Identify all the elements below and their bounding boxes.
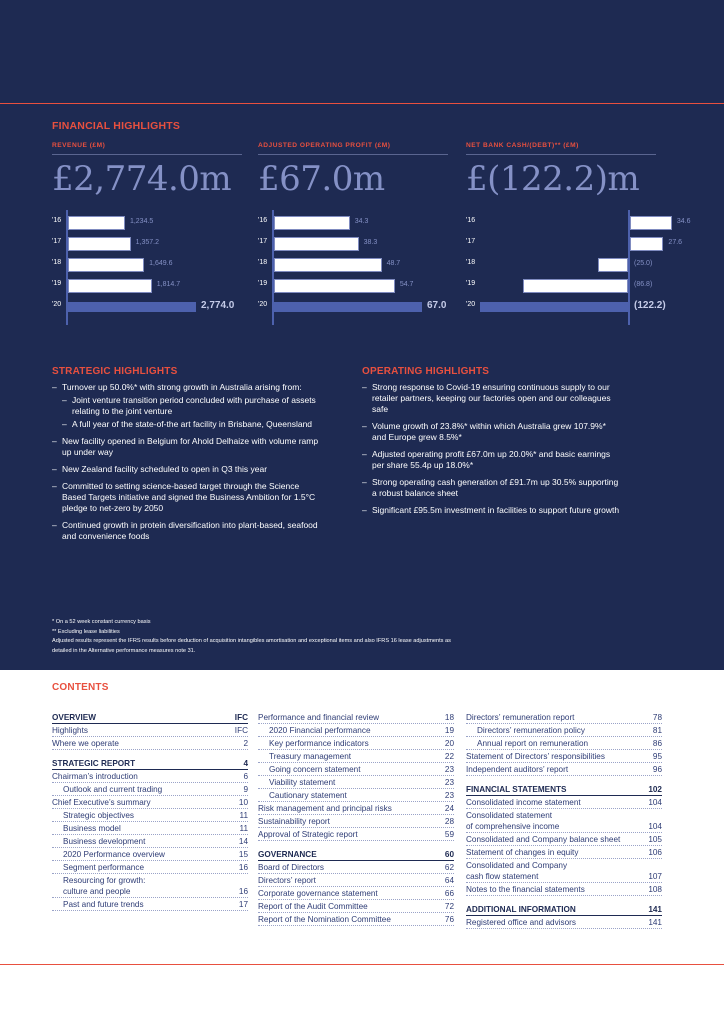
chart-bar [68, 237, 131, 251]
chart-row [466, 216, 691, 230]
toc-label: Where we operate [52, 739, 119, 748]
toc-label: Cautionary statement [269, 791, 347, 800]
chart-row [258, 237, 458, 251]
toc-page: 23 [444, 778, 454, 787]
toc-label: FINANCIAL STATEMENTS [466, 785, 567, 794]
toc-label: Consolidated income statement [466, 798, 581, 807]
toc-page: 60 [444, 850, 454, 859]
toc-label: Past and future trends [63, 900, 144, 909]
chart-row [52, 258, 252, 272]
toc-page: 28 [444, 817, 454, 826]
chart-year-label: '19 [52, 280, 62, 287]
toc-page: 95 [652, 752, 662, 761]
chart-year-label: '20 [466, 301, 476, 308]
footnotes [52, 618, 472, 656]
toc-label: Approval of Strategic report [258, 830, 358, 839]
toc-page: 15 [238, 850, 248, 859]
toc-label: Annual report on remuneration [477, 739, 589, 748]
toc-entry[interactable] [258, 750, 454, 763]
chart-row [52, 237, 252, 251]
toc-label: Report of the Audit Committee [258, 902, 368, 911]
toc-page: 72 [444, 902, 454, 911]
chart-bar [274, 258, 382, 272]
toc-label: Independent auditors’ report [466, 765, 569, 774]
toc-page: 17 [238, 900, 248, 909]
toc-label: 2020 Financial performance [269, 726, 371, 735]
toc-page: 64 [444, 876, 454, 885]
chart-year-label: '16 [52, 217, 62, 224]
toc-page: 22 [444, 752, 454, 761]
toc-entry[interactable] [258, 900, 454, 913]
toc-entry[interactable] [466, 859, 662, 883]
toc-label-line: Consolidated and Company [466, 861, 568, 870]
toc-entry[interactable] [52, 783, 248, 796]
toc-entry[interactable] [466, 737, 662, 750]
toc-entry[interactable] [258, 874, 454, 887]
chart-value-label: 54.7 [399, 281, 414, 288]
chart-bar [480, 302, 628, 312]
toc-page: 4 [243, 759, 248, 768]
kpi-net-cash-label: NET BANK CASH/(DEBT)** (£M) [466, 142, 656, 155]
toc-entry[interactable] [258, 724, 454, 737]
toc-entry[interactable] [466, 796, 662, 809]
chart-year-label: '20 [52, 301, 62, 308]
chart-row [258, 216, 458, 230]
chart-value-label: 48.7 [386, 260, 401, 267]
toc-entry[interactable] [52, 848, 248, 861]
chart-value-label: (86.8) [634, 281, 653, 288]
toc-entry[interactable] [466, 724, 662, 737]
chart-row [258, 300, 458, 314]
toc-entry[interactable] [258, 828, 454, 841]
toc-page: 23 [444, 791, 454, 800]
footnote-currency: * On a 52 week constant currency basis [52, 619, 151, 625]
list-item: – Turnover up 50.0%* with strong growth in Australia arising from: [52, 382, 320, 393]
toc-label: Outlook and current trading [63, 785, 163, 794]
chart-year-label: '18 [52, 259, 62, 266]
toc-label: Directors’ report [258, 876, 316, 885]
toc-entry[interactable] [466, 846, 662, 859]
bottom-divider [0, 964, 724, 965]
toc-label: ADDITIONAL INFORMATION [466, 905, 576, 914]
contents-column-3 [466, 711, 662, 929]
list-item: – New facility opened in Belgium for Ahold Delhaize with volume ramp up under way [52, 436, 320, 458]
toc-page: 6 [243, 772, 248, 781]
toc-label-line: Consolidated statement [466, 811, 553, 820]
chart-row [466, 279, 666, 293]
toc-label: Directors’ remuneration policy [477, 726, 585, 735]
toc-label: Going concern statement [269, 765, 361, 774]
toc-entry[interactable] [52, 861, 248, 874]
chart-row [52, 216, 252, 230]
toc-entry[interactable] [52, 724, 248, 737]
chart-bar [68, 302, 196, 312]
chart-year-label: '20 [258, 301, 268, 308]
chart-value-label: 2,774.0 [201, 300, 235, 311]
toc-label: Report of the Nomination Committee [258, 915, 391, 924]
toc-label: Performance and financial review [258, 713, 380, 722]
toc-label: GOVERNANCE [258, 850, 317, 859]
operating-highlights-heading: OPERATING HIGHLIGHTS [362, 366, 490, 377]
toc-label: Treasury management [269, 752, 352, 761]
toc-entry[interactable] [52, 796, 248, 809]
chart-bar [523, 279, 628, 293]
toc-page: 81 [652, 726, 662, 735]
toc-label: Viability statement [269, 778, 336, 787]
contents-column-2 [258, 711, 454, 926]
chart-value-label: (122.2) [634, 300, 666, 311]
toc-entry[interactable] [52, 835, 248, 848]
chart-row [258, 258, 458, 272]
chart-bar [68, 258, 144, 272]
kpi-revenue-value: £2,774.0m [52, 159, 232, 199]
toc-page: 104 [648, 822, 662, 831]
chart-year-label: '17 [52, 238, 62, 245]
toc-entry[interactable] [258, 802, 454, 815]
list-item: – Adjusted operating profit £67.0m up 20.0%* and basic earnings per share 55.4p up 18.0%* [362, 449, 620, 471]
chart-year-label: '17 [466, 238, 476, 245]
footnote-lease: ** Excluding lease liabilities [52, 628, 120, 635]
toc-page: 105 [648, 835, 662, 844]
chart-value-label: 34.6 [676, 218, 691, 225]
toc-entry[interactable] [466, 883, 662, 896]
chart-bar [274, 302, 422, 312]
chart-value-label: 1,814.7 [156, 281, 181, 288]
list-item: – Committed to setting science-based target through the Science Based Targets initiative and signed the Business Ambition for 1.5°C pledge to net-zero by 2050 [52, 481, 320, 514]
kpi-operating-profit-label: ADJUSTED OPERATING PROFIT (£M) [258, 142, 448, 155]
chart-row [52, 300, 252, 314]
toc-page: 14 [238, 837, 248, 846]
toc-entry[interactable] [258, 711, 454, 724]
contents-heading: CONTENTS [52, 682, 109, 693]
kpi-net-cash [466, 142, 666, 199]
toc-section[interactable] [52, 711, 248, 724]
toc-page: 106 [648, 848, 662, 857]
chart-bar [274, 216, 350, 230]
toc-entry[interactable] [258, 861, 454, 874]
toc-entry[interactable] [466, 809, 662, 833]
chart-year-label: '16 [466, 217, 476, 224]
toc-label: Statement of changes in equity [466, 848, 579, 857]
toc-label: STRATEGIC REPORT [52, 759, 136, 768]
toc-entry[interactable] [52, 822, 248, 835]
toc-page: 104 [648, 798, 662, 807]
toc-page: 16 [238, 887, 248, 896]
chart-bar [68, 279, 152, 293]
chart-value-label: 34.3 [354, 218, 369, 225]
chart-row [466, 258, 666, 272]
chart-value-label: 67.0 [427, 300, 447, 311]
toc-page: 20 [444, 739, 454, 748]
toc-label: Consolidated and Company balance sheet [466, 835, 621, 844]
toc-entry[interactable] [258, 776, 454, 789]
toc-label: Directors’ remuneration report [466, 713, 575, 722]
chart-year-label: '17 [258, 238, 268, 245]
toc-page: IFC [234, 726, 248, 735]
top-divider [0, 103, 724, 104]
toc-label: Statement of Directors’ responsibilities [466, 752, 605, 761]
toc-label: Corporate governance statement [258, 889, 378, 898]
footnote-adjusted: Adjusted results represent the IFRS results before deduction of acquisition intangibles amortisation and exceptional items and also IFRS 16 lease adjustments as detailed in the Alternative performance measures note 31. [52, 638, 451, 654]
toc-page: 66 [444, 889, 454, 898]
kpi-revenue-label: REVENUE (£M) [52, 142, 242, 155]
toc-label: Risk management and principal risks [258, 804, 392, 813]
list-item: – Joint venture transition period concluded with purchase of assets relating to the joint venture [52, 395, 320, 417]
kpi-operating-profit [258, 142, 458, 199]
toc-label [466, 860, 567, 882]
financial-highlights-heading: FINANCIAL HIGHLIGHTS [52, 120, 181, 132]
toc-page: 76 [444, 915, 454, 924]
chart-year-label: '19 [466, 280, 476, 287]
chart-row [258, 279, 458, 293]
toc-label-line: Resourcing for growth: [63, 876, 146, 885]
chart-bar [598, 258, 628, 272]
toc-label: Board of Directors [258, 863, 324, 872]
toc-entry[interactable] [466, 916, 662, 929]
toc-page: 16 [238, 863, 248, 872]
toc-page: 108 [648, 885, 662, 894]
toc-entry[interactable] [258, 887, 454, 900]
list-item: – A full year of the state-of-the art facility in Brisbane, Queensland [52, 419, 320, 430]
toc-page: 10 [238, 798, 248, 807]
toc-entry[interactable] [52, 874, 248, 898]
toc-page: 107 [648, 872, 662, 881]
chart-bar [630, 237, 663, 251]
toc-label-line: cash flow statement [466, 872, 539, 881]
list-item: – Strong response to Covid-19 ensuring continuous supply to our retailer partners, keeping our factories open and our colleagues safe [362, 382, 620, 415]
toc-page: 78 [652, 713, 662, 722]
toc-entry[interactable] [466, 750, 662, 763]
toc-label-line: of comprehensive income [466, 822, 560, 831]
kpi-net-cash-value: £(122.2)m [466, 159, 640, 199]
chart-value-label: 38.3 [363, 239, 378, 246]
toc-entry[interactable] [258, 737, 454, 750]
chart-year-label: '16 [258, 217, 268, 224]
toc-label: OVERVIEW [52, 713, 96, 722]
toc-page: 24 [444, 804, 454, 813]
toc-page: 62 [444, 863, 454, 872]
toc-label: Chief Executive’s summary [52, 798, 151, 807]
toc-entry[interactable] [52, 770, 248, 783]
toc-section[interactable] [466, 783, 662, 796]
chart-value-label: 1,357.2 [135, 239, 159, 246]
toc-label: Sustainability report [258, 817, 330, 826]
toc-page: 11 [239, 811, 248, 820]
toc-label-line: culture and people [63, 887, 131, 896]
toc-section[interactable] [466, 903, 662, 916]
toc-label: Notes to the financial statements [466, 885, 585, 894]
toc-page: IFC [234, 713, 248, 722]
toc-entry[interactable] [466, 833, 662, 846]
list-item: – Continued growth in protein diversification into plant-based, seafood and convenience foods [52, 520, 320, 542]
list-item: – Significant £95.5m investment in facilities to support future growth [362, 505, 620, 516]
toc-label: Key performance indicators [269, 739, 369, 748]
operating-highlights-list [362, 382, 620, 522]
toc-entry[interactable] [466, 763, 662, 776]
toc-label: Business development [63, 837, 146, 846]
toc-page: 18 [444, 713, 454, 722]
list-item: – Strong operating cash generation of £91.7m up 30.5% supporting a robust balance sheet [362, 477, 620, 499]
chart-value-label: (25.0) [634, 260, 653, 267]
toc-label: Registered office and advisors [466, 918, 576, 927]
toc-entry[interactable] [258, 913, 454, 926]
chart-year-label: '19 [258, 280, 268, 287]
list-item: – New Zealand facility scheduled to open in Q3 this year [52, 464, 320, 475]
chart-bar [630, 216, 672, 230]
toc-page: 86 [652, 739, 662, 748]
toc-label: Business model [63, 824, 121, 833]
toc-page: 11 [239, 824, 248, 833]
chart-bar [68, 216, 125, 230]
toc-page: 23 [444, 765, 454, 774]
toc-page: 141 [648, 918, 662, 927]
strategic-highlights-heading: STRATEGIC HIGHLIGHTS [52, 366, 178, 377]
toc-page: 9 [243, 785, 248, 794]
chart-year-label: '18 [258, 259, 268, 266]
toc-page: 2 [243, 739, 248, 748]
toc-label [52, 875, 145, 897]
strategic-highlights-list [52, 382, 320, 548]
toc-label: Chairman’s introduction [52, 772, 138, 781]
toc-label [466, 810, 559, 832]
chart-row [466, 300, 666, 314]
list-item: – Volume growth of 23.8%* within which Australia grew 107.9%* and Europe grew 8.5%* [362, 421, 620, 443]
chart-row [466, 237, 683, 251]
toc-page: 19 [444, 726, 454, 735]
chart-value-label: 27.6 [668, 239, 683, 246]
chart-row [52, 279, 252, 293]
chart-value-label: 1,649.6 [149, 260, 173, 267]
toc-label: 2020 Performance overview [63, 850, 165, 859]
chart-bar [274, 237, 359, 251]
toc-label: Highlights [52, 726, 88, 735]
toc-entry[interactable] [52, 737, 248, 750]
contents-column-1 [52, 711, 248, 911]
toc-entry[interactable] [52, 898, 248, 911]
toc-page: 141 [648, 905, 662, 914]
toc-page: 59 [444, 830, 454, 839]
toc-entry[interactable] [258, 763, 454, 776]
toc-section[interactable] [52, 757, 248, 770]
chart-bar [274, 279, 395, 293]
chart-year-label: '18 [466, 259, 476, 266]
toc-label: Segment performance [63, 863, 145, 872]
chart-value-label: 1,234.5 [129, 218, 154, 225]
toc-label: Strategic objectives [63, 811, 134, 820]
toc-section[interactable] [258, 848, 454, 861]
toc-entry[interactable] [258, 815, 454, 828]
toc-entry[interactable] [466, 711, 662, 724]
toc-entry[interactable] [258, 789, 454, 802]
kpi-operating-profit-value: £67.0m [258, 159, 385, 199]
toc-page: 96 [652, 765, 662, 774]
toc-entry[interactable] [52, 809, 248, 822]
toc-page: 102 [648, 785, 662, 794]
kpi-revenue [52, 142, 252, 199]
